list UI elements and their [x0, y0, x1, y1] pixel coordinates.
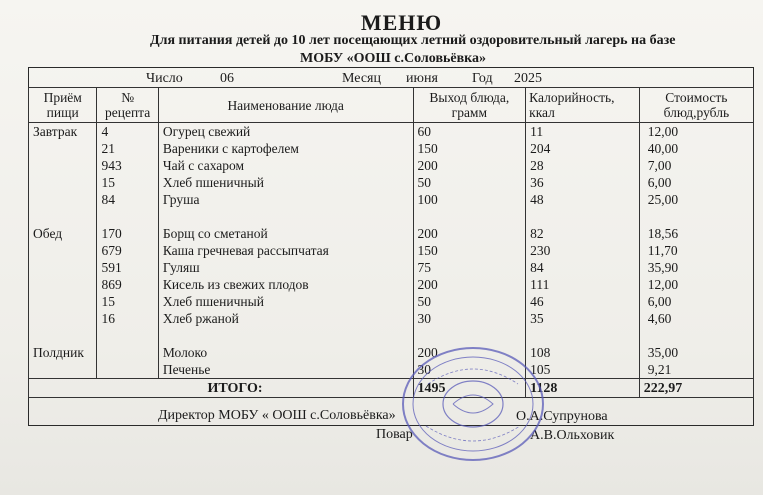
cell-recipe: 21: [97, 140, 158, 157]
total-row: [29, 379, 754, 398]
cell-weight: [413, 327, 526, 344]
table-row: [29, 225, 754, 242]
col-calories: Калорийность, ккал: [526, 88, 640, 123]
year-value: 2025: [514, 71, 542, 86]
date-line: [28, 69, 752, 86]
cell-weight: 200: [413, 225, 526, 242]
cell-weight: 60: [413, 123, 526, 141]
director-title: Директор МОБУ « ООШ с.Соловьёвка»: [158, 408, 396, 423]
cell-calories: 108: [526, 344, 640, 361]
cell-dish: Молоко: [158, 344, 413, 361]
day-label: Число: [146, 71, 183, 86]
cell-price: 11,70: [639, 242, 753, 259]
cell-recipe: 943: [97, 157, 158, 174]
month-value: июня: [406, 71, 438, 86]
table-row: [29, 242, 754, 259]
cell-dish: Кисель из свежих плодов: [158, 276, 413, 293]
menu-table: [28, 87, 754, 398]
cell-weight: 30: [413, 310, 526, 327]
cell-weight: 200: [413, 157, 526, 174]
cell-recipe: [97, 327, 158, 344]
cell-meal: Обед: [29, 225, 97, 242]
cell-price: 35,00: [639, 344, 753, 361]
cell-calories: 46: [526, 293, 640, 310]
cell-meal: [29, 259, 97, 276]
cell-meal: Завтрак: [29, 123, 97, 141]
cell-calories: 48: [526, 191, 640, 208]
total-label: ИТОГО:: [29, 379, 414, 398]
cell-meal: [29, 191, 97, 208]
cell-recipe: 15: [97, 293, 158, 310]
table-row: [29, 157, 754, 174]
cell-meal: [29, 276, 97, 293]
cell-recipe: 591: [97, 259, 158, 276]
cell-price: 4,60: [639, 310, 753, 327]
table-row: [29, 174, 754, 191]
cell-recipe: 869: [97, 276, 158, 293]
table-row: [29, 140, 754, 157]
cell-dish: [158, 327, 413, 344]
col-price: Стоимость блюд,рубль: [639, 88, 753, 123]
cell-price: 6,00: [639, 174, 753, 191]
page-title: МЕНЮ: [360, 10, 443, 35]
day-value-line: [192, 71, 286, 88]
cell-dish: Гуляш: [158, 259, 413, 276]
cell-meal: [29, 361, 97, 379]
cell-meal: [29, 242, 97, 259]
cell-weight: 50: [413, 293, 526, 310]
cell-weight: 100: [413, 191, 526, 208]
col-meal: Приём пищи: [29, 88, 97, 123]
cell-weight: 50: [413, 174, 526, 191]
spacer-row: [29, 327, 754, 344]
cell-recipe: [97, 208, 158, 225]
cell-weight: 150: [413, 140, 526, 157]
cell-dish: Хлеб пшеничный: [158, 293, 413, 310]
cell-dish: Огурец свежий: [158, 123, 413, 141]
cell-price: [639, 327, 753, 344]
cell-calories: 230: [526, 242, 640, 259]
cell-calories: 84: [526, 259, 640, 276]
cell-weight: [413, 208, 526, 225]
cell-weight: 200: [413, 344, 526, 361]
cell-calories: 111: [526, 276, 640, 293]
cell-dish: Чай с сахаром: [158, 157, 413, 174]
director-name: О.А.Супрунова: [516, 409, 608, 424]
cell-meal: [29, 327, 97, 344]
cell-recipe: 4: [97, 123, 158, 141]
cell-meal: [29, 310, 97, 327]
cell-recipe: 16: [97, 310, 158, 327]
cell-calories: 11: [526, 123, 640, 141]
cell-recipe: 679: [97, 242, 158, 259]
cell-dish: Каша гречневая рассыпчатая: [158, 242, 413, 259]
cell-recipe: 15: [97, 174, 158, 191]
round-official-stamp-icon: [398, 344, 548, 464]
cell-recipe: 84: [97, 191, 158, 208]
year-value-line: [498, 71, 628, 88]
cell-price: 25,00: [639, 191, 753, 208]
table-row: [29, 293, 754, 310]
cell-recipe: [97, 344, 158, 361]
cell-price: 9,21: [639, 361, 753, 379]
cell-calories: 28: [526, 157, 640, 174]
cell-price: 40,00: [639, 140, 753, 157]
cell-price: 12,00: [639, 123, 753, 141]
table-row: [29, 310, 754, 327]
cell-dish: Груша: [158, 191, 413, 208]
col-recipe: № рецепта: [97, 88, 158, 123]
cell-calories: [526, 327, 640, 344]
cell-meal: [29, 293, 97, 310]
cell-calories: 82: [526, 225, 640, 242]
table-row: [29, 123, 754, 141]
table-row: [29, 276, 754, 293]
cell-price: 18,56: [639, 225, 753, 242]
cell-weight: 30: [413, 361, 526, 379]
month-label: Месяц: [342, 71, 381, 86]
cell-calories: 204: [526, 140, 640, 157]
menu-body: [29, 123, 754, 379]
cell-meal: [29, 174, 97, 191]
cell-meal: [29, 157, 97, 174]
cell-meal: [29, 208, 97, 225]
cell-recipe: 170: [97, 225, 158, 242]
subtitle-line-2: МОБУ «ООШ с.Соловьёвка»: [300, 51, 487, 66]
cook-name: А.В.Ольховик: [530, 428, 615, 443]
cell-price: 6,00: [639, 293, 753, 310]
cell-price: 35,90: [639, 259, 753, 276]
subtitle-line-1: Для питания детей до 10 лет посещающих летний оздоровительный лагерь на базе: [150, 33, 676, 48]
total-price: 222,97: [639, 379, 753, 398]
cell-price: 7,00: [639, 157, 753, 174]
cell-meal: [29, 140, 97, 157]
cell-dish: Борщ со сметаной: [158, 225, 413, 242]
day-value: 06: [220, 71, 234, 86]
spacer-row: [29, 208, 754, 225]
table-header-row: [29, 88, 754, 123]
cell-calories: 36: [526, 174, 640, 191]
cell-dish: Хлеб пшеничный: [158, 174, 413, 191]
cook-title: Повар: [376, 427, 413, 442]
cell-price: [639, 208, 753, 225]
cell-dish: Вареники с картофелем: [158, 140, 413, 157]
cell-weight: 150: [413, 242, 526, 259]
total-weight: 1495: [413, 379, 526, 398]
cell-weight: 200: [413, 276, 526, 293]
total-calories: 1128: [526, 379, 640, 398]
cell-weight: 75: [413, 259, 526, 276]
table-row: [29, 361, 754, 379]
cell-calories: 105: [526, 361, 640, 379]
cell-price: 12,00: [639, 276, 753, 293]
table-row: [29, 344, 754, 361]
year-label: Год: [472, 71, 493, 86]
cell-recipe: [97, 361, 158, 379]
cell-meal: Полдник: [29, 344, 97, 361]
col-weight: Выход блюда, грамм: [413, 88, 526, 123]
cell-dish: Хлеб ржаной: [158, 310, 413, 327]
table-row: [29, 259, 754, 276]
cell-dish: Печенье: [158, 361, 413, 379]
col-dish: Наименование люда: [158, 88, 413, 123]
cell-calories: [526, 208, 640, 225]
table-row: [29, 191, 754, 208]
cell-calories: 35: [526, 310, 640, 327]
cell-dish: [158, 208, 413, 225]
